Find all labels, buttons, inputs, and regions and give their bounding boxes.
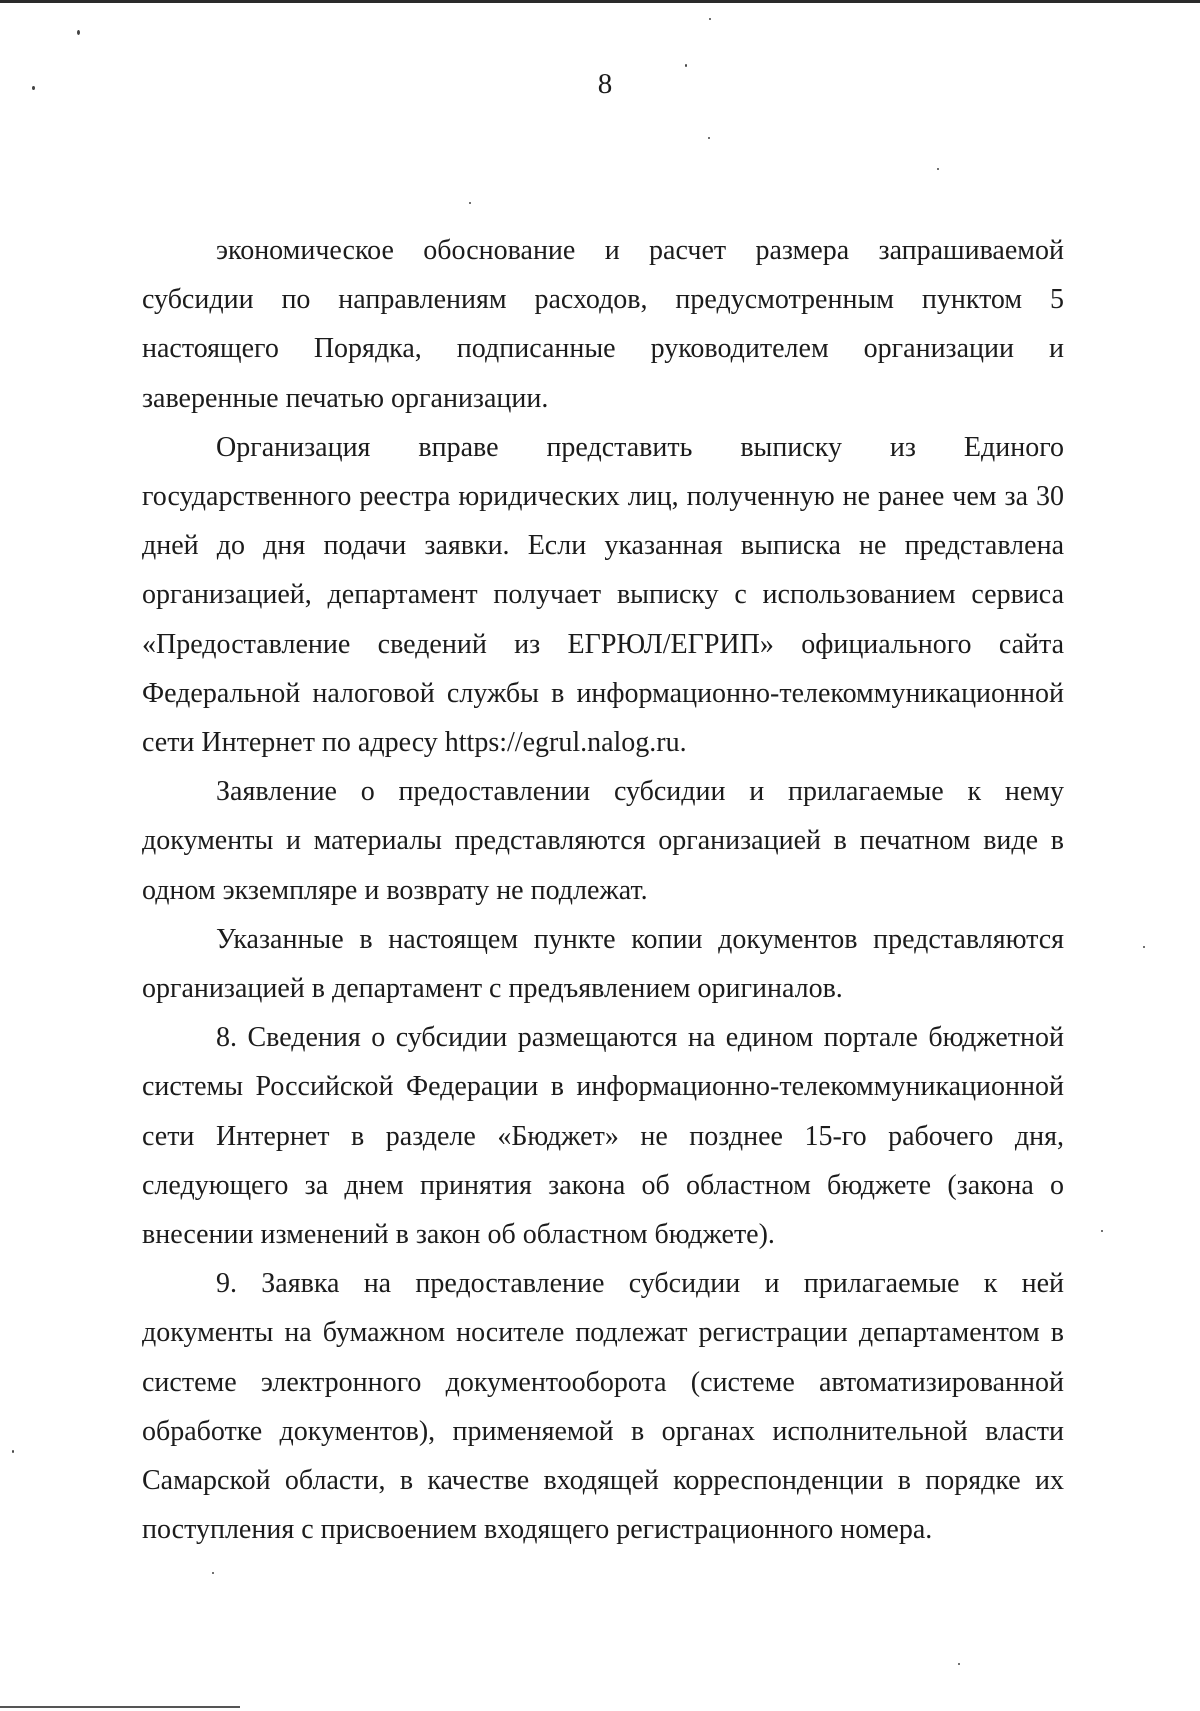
scan-speck — [958, 1663, 960, 1665]
paragraph-continuation: экономическое обоснование и расчет размера запрашиваемой субсидии по направлениям расходов, предусмотренным пунктом 5 настоящего Порядка, подписанные руководителем организации и заверенные печатью организации. — [142, 235, 1064, 414]
scan-speck — [212, 1572, 214, 1574]
paragraph-egrul-extract: Организация вправе представить выписку из Единого государственного реестра юридических лиц, полученную не ранее чем за 30 дней до дня подачи заявки. Если указанная выписка не представлена организацией, департамент получает выписку с использованием сервиса «Предоставление сведений из ЕГРЮЛ/ЕГРИП» официального сайта Федеральной налоговой службы в информационно-телекоммуникационной сети Интернет по адресу https://egrul.nalog.ru. — [142, 431, 1064, 759]
scan-speck — [937, 168, 939, 170]
paragraph-application-documents: Заявление о предоставлении субсидии и прилагаемые к нему документы и материалы представляются организацией в печатном виде в одном экземпляре и возврату не подлежат. — [142, 776, 1064, 906]
document-body — [142, 226, 1064, 1554]
paragraph-item-9: 9. Заявка на предоставление субсидии и прилагаемые к ней документы на бумажном носителе подлежат регистрации департаментом в системе электронного документооборота (системе автоматизированной обработке документов), применяемой в органах исполнительной власти Самарской области, в качестве входящей корреспонденции в порядке их поступления с присвоением входящего регистрационного номера. — [142, 1268, 1064, 1546]
scan-top-edge — [0, 0, 1200, 3]
scan-speck — [12, 1450, 14, 1453]
scan-speck — [32, 86, 35, 90]
scan-speck — [77, 30, 80, 35]
paragraph-item-8: 8. Сведения о субсидии размещаются на едином портале бюджетной системы Российской Федерации в информационно-телекоммуникационной сети Интернет в разделе «Бюджет» не позднее 15-го рабочего дня, следующего за днем принятия закона об областном бюджете (закона о внесении изменений в закон об областном бюджете). — [142, 1022, 1064, 1251]
page-number: 8 — [597, 68, 613, 100]
paragraph-document-copies: Указанные в настоящем пункте копии документов представляются организацией в департамент с предъявлением оригиналов. — [142, 923, 1064, 1005]
scan-speck — [685, 64, 687, 67]
scan-speck — [709, 18, 711, 20]
scan-speck — [469, 202, 471, 204]
scan-bottom-edge — [0, 1706, 240, 1708]
scan-speck — [708, 137, 710, 139]
scan-speck — [1101, 1230, 1103, 1232]
scan-speck — [1143, 946, 1145, 948]
